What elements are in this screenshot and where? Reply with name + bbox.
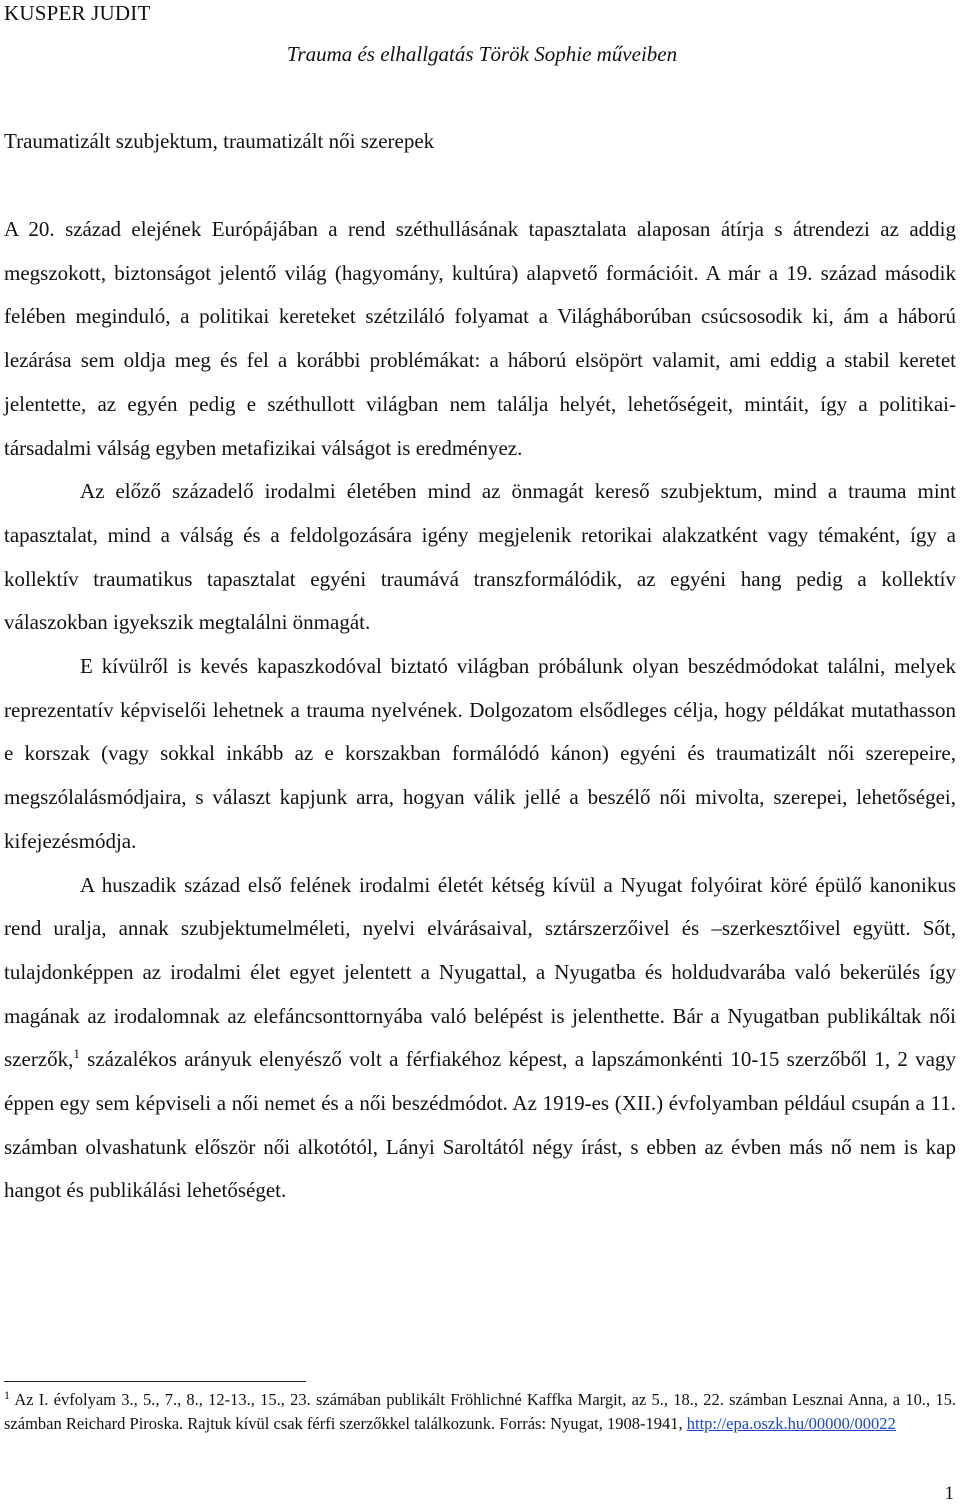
- footnote-source-link[interactable]: http://epa.oszk.hu/00000/00022: [686, 1414, 896, 1433]
- paragraph-4: [4, 864, 956, 1214]
- footnote-text: Az I. évfolyam 3., 5., 7., 8., 12-13., 15., 23. számában publikált Fröhlichné Kaffka Margit, az 5., 18., 22. számban Lesznai Anna, a 10., 15. számban Reichard Piroska. Rajtuk kívül csak férfi szerzőkkel találkozunk. Forrás: Nyugat, 1908-1941,: [4, 1390, 956, 1433]
- footnote: [4, 1388, 956, 1436]
- page-number: 1: [944, 1483, 954, 1504]
- paragraph-3: E kívülről is kevés kapaszkodóval biztató világban próbálunk olyan beszédmódokat találni, melyek reprezentatív képviselői lehetnek a trauma nyelvének. Dolgozatom elsődleges célja, hogy példákat mutathasson e korszak (vagy sokkal inkább az e korszakban formálódó kánon) egyéni és traumatizált női szerepeire, megszólalásmódjaira, s választ kapjunk arra, hogyan válik jellé a beszélő női mivolta, szerepei, lehetőségei, kifejezésmódja.: [4, 654, 956, 853]
- paragraph-2: Az előző századelő irodalmi életében mind az önmagát kereső szubjektum, mind a trauma mint tapasztalat, mind a válság és a feldolgozására igény megjelenik retorikai alakzatként vagy témaként, így a kollektív traumatikus tapasztalat egyéni traumává transzformálódik, az egyéni hang pedig a kollektív válaszokban igyekszik megtalálni önmagát.: [4, 479, 956, 635]
- footnote-separator: [4, 1381, 306, 1382]
- footnote-paragraph: [4, 1388, 956, 1436]
- section-heading: Traumatizált szubjektum, traumatizált női szerepek: [4, 129, 435, 153]
- footnote-reference[interactable]: 1: [73, 1046, 80, 1062]
- body-text: [4, 208, 956, 1213]
- document-title: Trauma és elhallgatás Török Sophie műveiben: [286, 42, 678, 66]
- paragraph-4-part-1: A huszadik század első felének irodalmi életét kétség kívül a Nyugat folyóirat köré épülő kanonikus rend uralja, annak szubjektumelméleti, nyelvi elvárásaival, sztárszerzőivel és –szerkesztőivel együtt. Sőt, tulajdonképpen az irodalmi élet egyet jelentett a Nyugattal, a Nyugatba és holdudvarába való bekerülés így magának az irodalomnak az elefáncsonttornyába való belépést is jelenthette. Bár a Nyugatban publikáltak női szerzők,: [4, 872, 956, 1072]
- paragraph-1: A 20. század elejének Európájában a rend széthullásának tapasztalata alaposan átírja s átrendezi az addig megszokott, biztonságot jelentő világ (hagyomány, kultúra) alapvető formációit. A már a 19. század második felében meginduló, a politikai kereteket szétziláló folyamat a Világháborúban csúcsosodik ki, ám a háború lezárása sem oldja meg és fel a korábbi problémákat: a háború elsöpört valamit, ami eddig a stabil keretet jelentette, az egyén pedig e széthullott világban nem találja helyét, lehetőségeit, mintáit, így a politikai-társadalmi válság egyben metafizikai válságot is eredményez.: [4, 217, 956, 460]
- author-name: KUSPER JUDIT: [4, 1, 151, 25]
- paragraph-4-part-2: százalékos arányuk elenyésző volt a férfiakéhoz képest, a lapszámonkénti 10-15 szerzőből 1, 2 vagy éppen egy sem képviseli a női nemet és a női beszédmódot. Az 1919-es (XII.) évfolyamban például csupán a 11. számban olvashatunk először női alkotótól, Lányi Saroltától négy írást, s ebben az évben más nő nem is kap hangot és publikálási lehetőséget.: [4, 1047, 956, 1203]
- footnote-number: 1: [4, 1388, 10, 1402]
